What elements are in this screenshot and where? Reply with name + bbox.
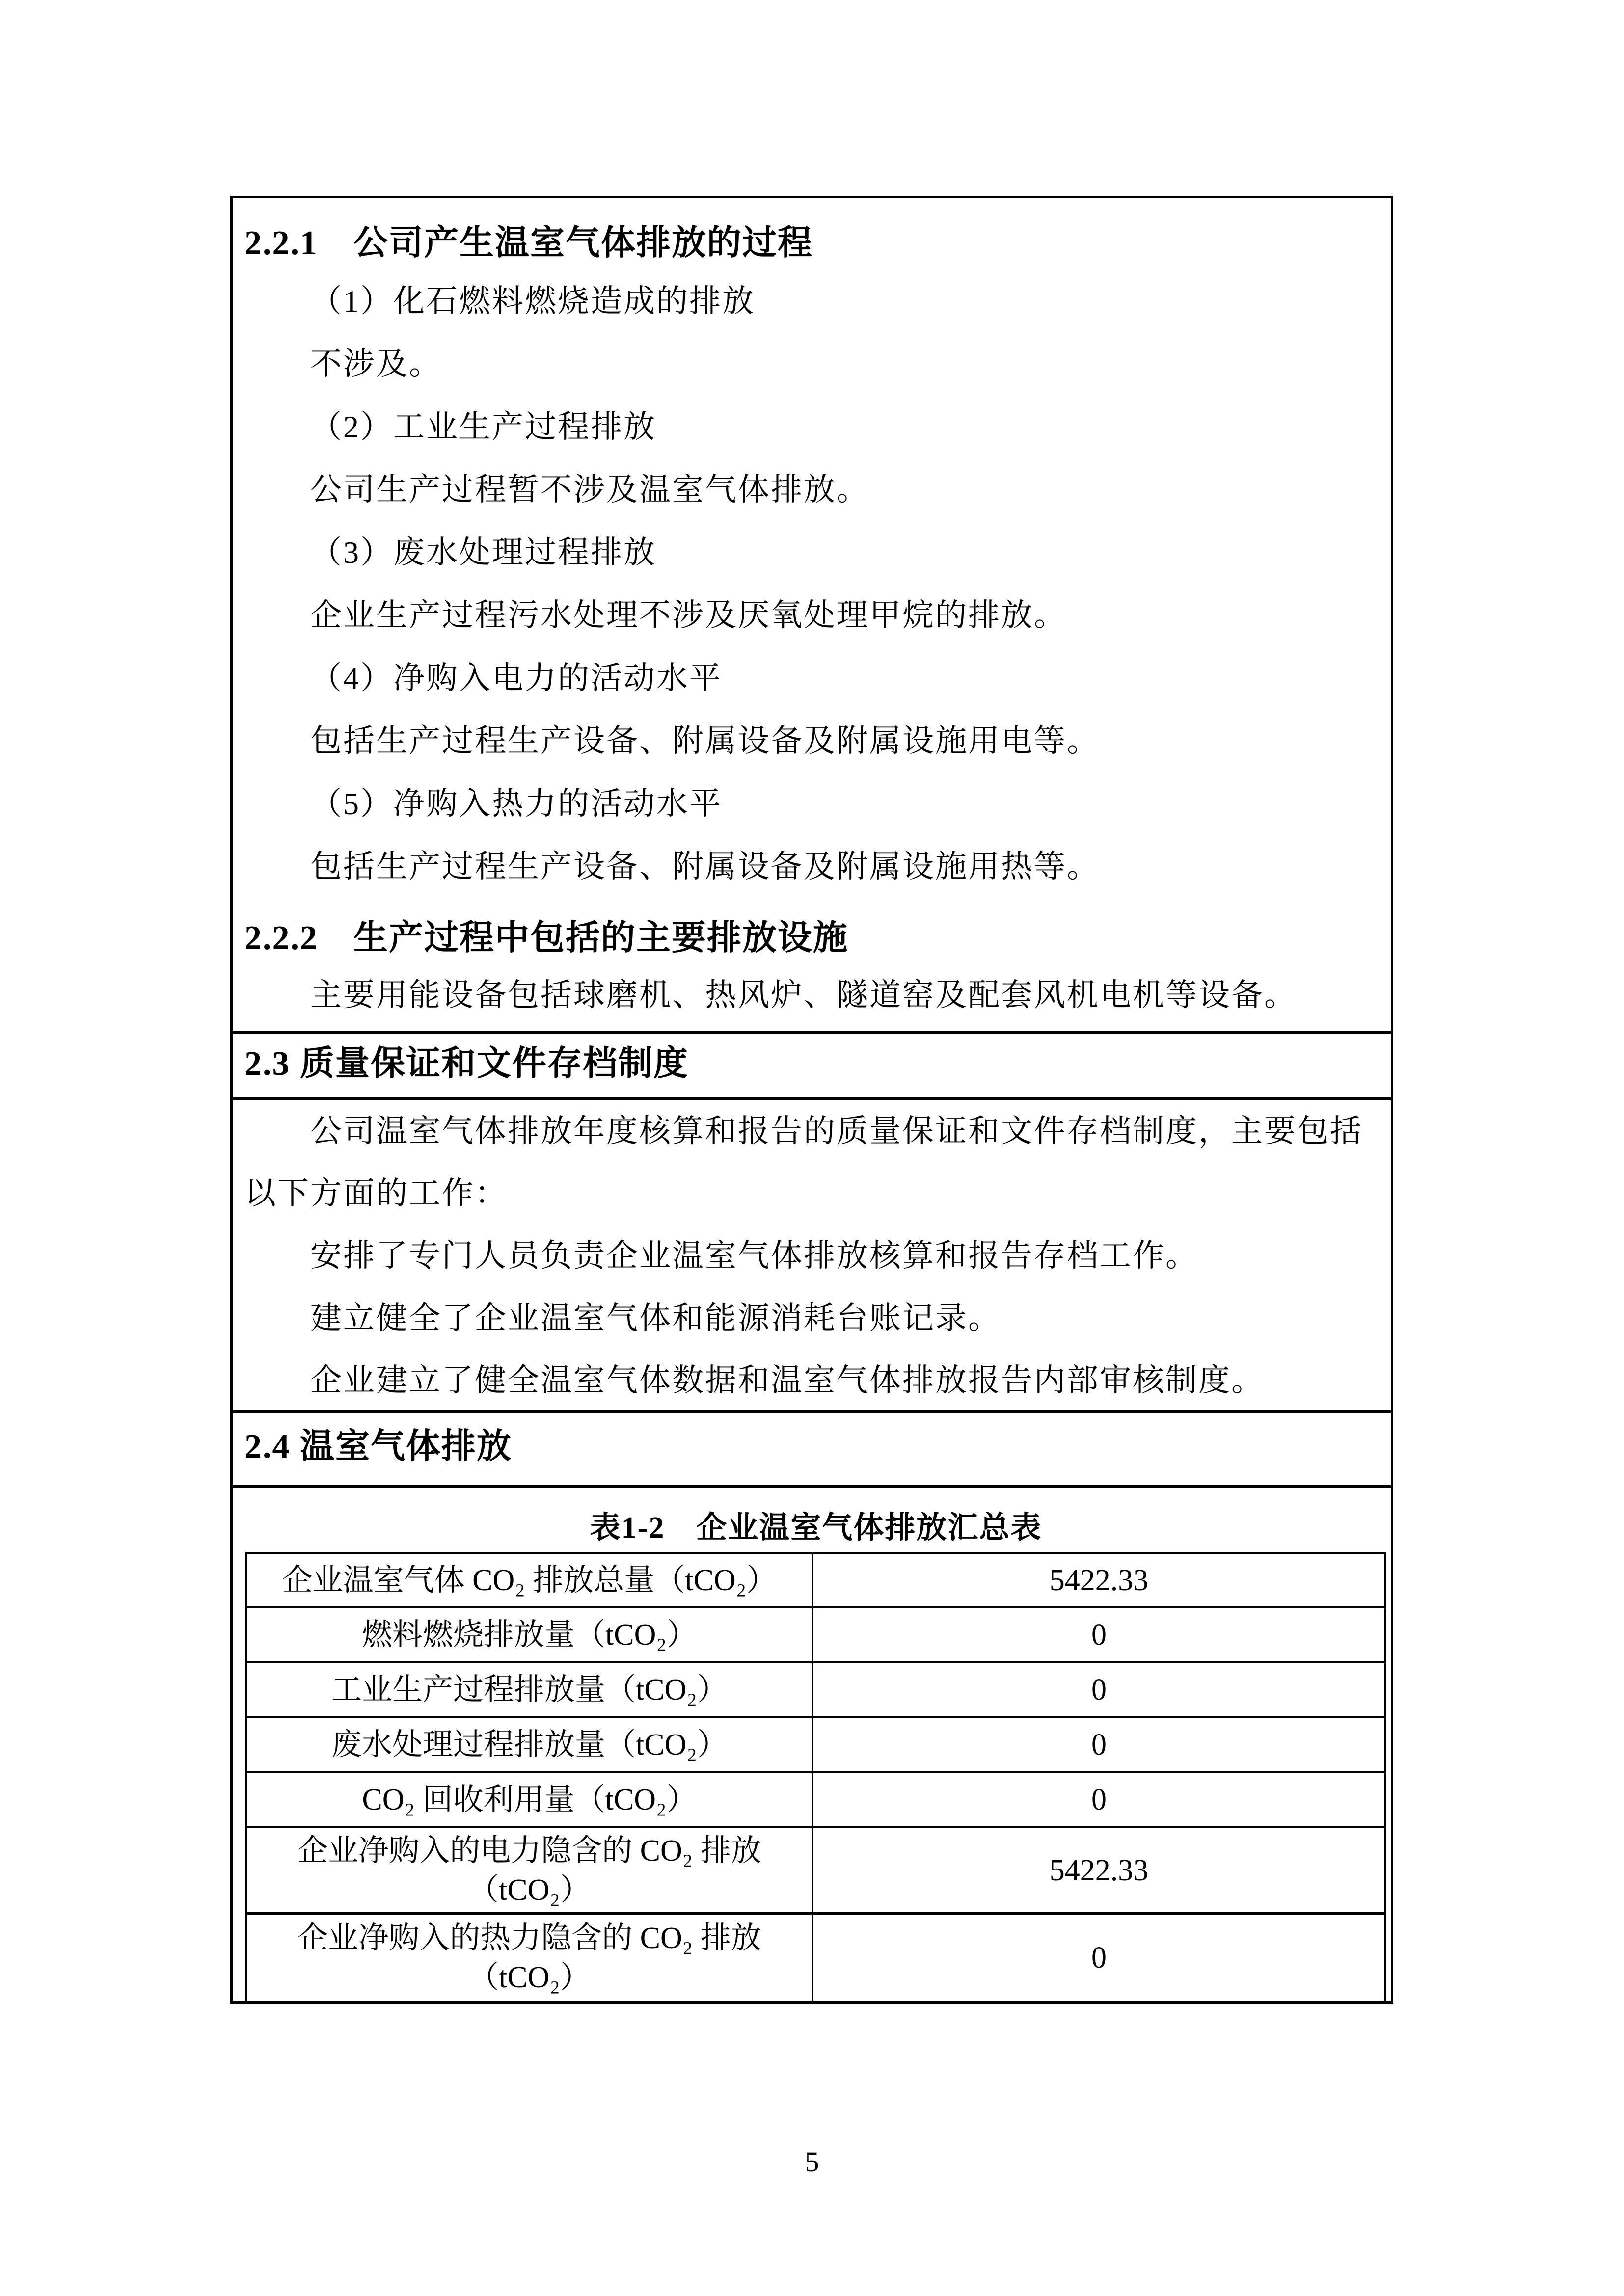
row-label: 企业净购入的电力隐含的 CO₂ 排放 （tCO₂） <box>247 1828 813 1912</box>
row-label: 工业生产过程排放量（tCO₂） <box>247 1663 813 1716</box>
paragraph-qa-measure-2: 建立健全了企业温室气体和能源消耗台账记录。 <box>310 1301 1001 1335</box>
row-label: CO₂ 回收利用量（tCO₂） <box>247 1773 813 1826</box>
row-value: 0 <box>1091 1941 1107 1975</box>
paragraph-process-note: 公司生产过程暂不涉及温室气体排放。 <box>310 472 869 507</box>
section-2-2-2-heading: 2.2.2 生产过程中包括的主要排放设施 <box>244 919 848 957</box>
paragraph-qa-measure-1: 安排了专门人员负责企业温室气体排放核算和报告存档工作。 <box>310 1238 1198 1273</box>
section-2-2-1-heading: 2.2.1 公司产生温室气体排放的过程 <box>244 224 813 262</box>
section-2-3-heading: 2.3 质量保证和文件存档制度 <box>244 1045 689 1083</box>
paragraph-item-1: （1）化石燃料燃烧造成的排放 <box>310 284 755 319</box>
row-label: 企业温室气体 CO₂ 排放总量（tCO₂） <box>247 1554 813 1606</box>
row-value: 0 <box>1091 1618 1107 1652</box>
paragraph-qa-intro-line1: 公司温室气体排放年度核算和报告的质量保证和文件存档制度，主要包括 <box>310 1114 1363 1148</box>
section-divider <box>233 1410 1391 1413</box>
paragraph-heat-note: 包括生产过程生产设备、附属设备及附属设施用热等。 <box>310 849 1100 884</box>
row-value: 0 <box>1091 1673 1107 1707</box>
row-value: 5422.33 <box>1049 1853 1149 1887</box>
paragraph-item-5: （5）净购入热力的活动水平 <box>310 786 722 821</box>
table-row <box>247 1608 1384 1663</box>
table-row <box>247 1663 1384 1718</box>
paragraph-main-equipment: 主要用能设备包括球磨机、热风炉、隧道窑及配套风机电机等设备。 <box>310 978 1297 1013</box>
document-frame <box>230 196 1393 2004</box>
paragraph-item-3: （3）废水处理过程排放 <box>310 535 656 570</box>
section-divider <box>233 1097 1391 1100</box>
section-2-4-heading: 2.4 温室气体排放 <box>244 1428 512 1466</box>
section-divider <box>233 1031 1391 1034</box>
emissions-summary-table <box>245 1552 1386 2001</box>
paragraph-qa-intro-line2: 以下方面的工作： <box>244 1176 508 1211</box>
page-number: 5 <box>805 2146 819 2178</box>
paragraph-electricity-note: 包括生产过程生产设备、附属设备及附属设施用电等。 <box>310 723 1100 758</box>
table-row <box>247 1915 1384 2001</box>
paragraph-item-2: （2）工业生产过程排放 <box>310 409 656 444</box>
paragraph-wastewater-note: 企业生产过程污水处理不涉及厌氧处理甲烷的排放。 <box>310 598 1067 633</box>
table-row <box>247 1718 1384 1773</box>
table-caption: 表1-2 企业温室气体排放汇总表 <box>590 1511 1042 1545</box>
section-divider <box>233 1485 1391 1488</box>
paragraph-qa-measure-3: 企业建立了健全温室气体数据和温室气体排放报告内部审核制度。 <box>310 1363 1264 1398</box>
row-value: 5422.33 <box>1049 1563 1149 1597</box>
paragraph-item-4: （4）净购入电力的活动水平 <box>310 661 722 695</box>
row-value: 0 <box>1091 1783 1107 1816</box>
row-label: 废水处理过程排放量（tCO₂） <box>247 1718 813 1771</box>
row-value: 0 <box>1091 1728 1107 1762</box>
table-row <box>247 1554 1384 1608</box>
table-row <box>247 1773 1384 1828</box>
row-label: 企业净购入的热力隐含的 CO₂ 排放 （tCO₂） <box>247 1915 813 2001</box>
table-row <box>247 1828 1384 1915</box>
paragraph-not-involved: 不涉及。 <box>310 347 442 381</box>
row-label: 燃料燃烧排放量（tCO₂） <box>247 1608 813 1661</box>
